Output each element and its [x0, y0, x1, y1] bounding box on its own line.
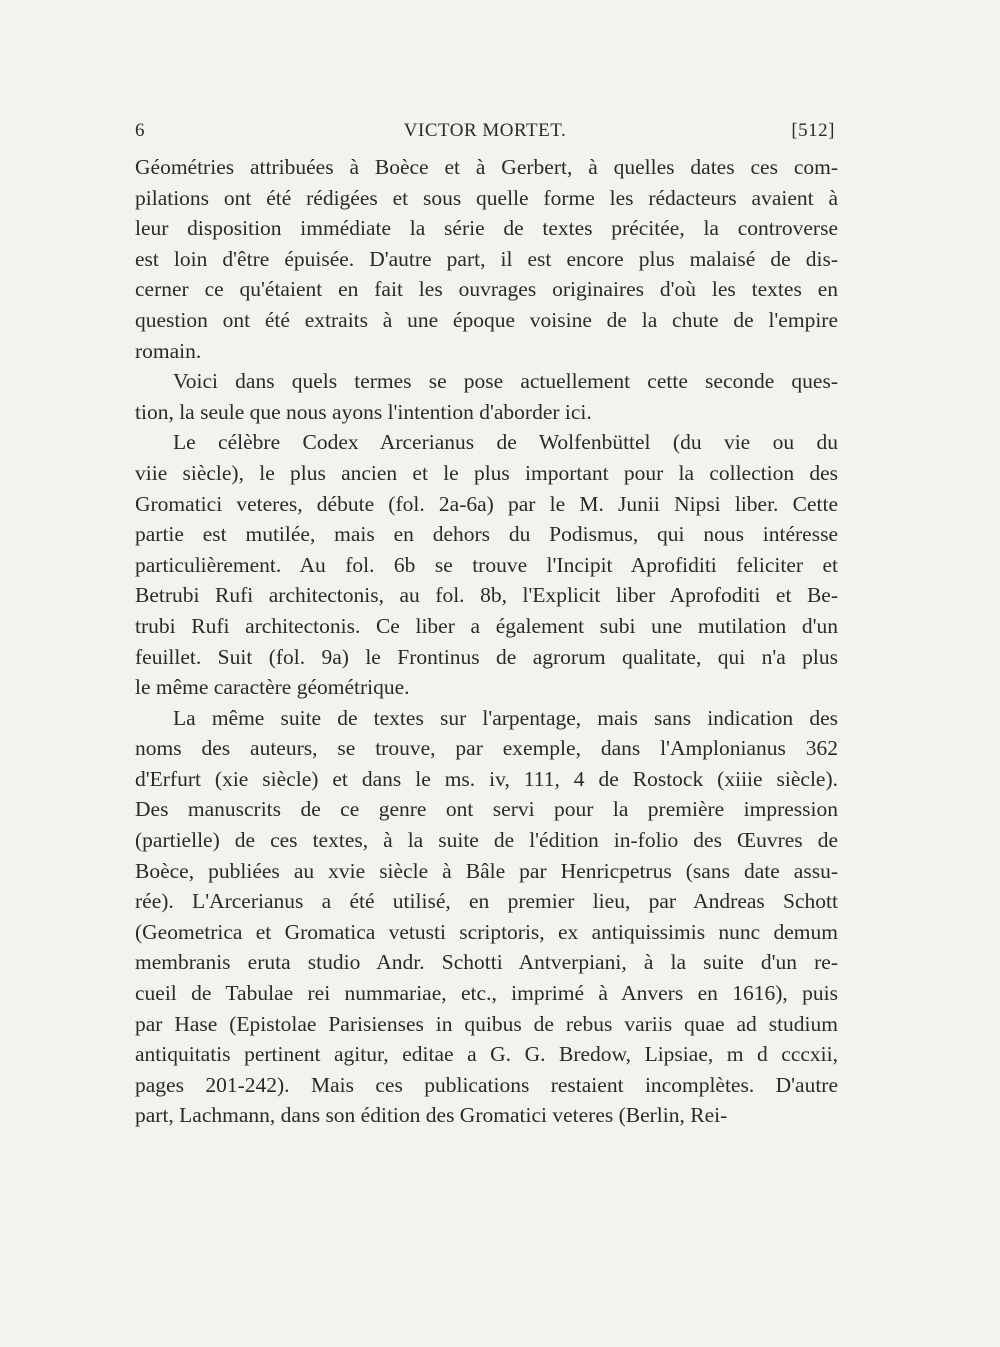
text-line: La même suite de textes sur l'arpentage, mais sans indication des: [173, 705, 838, 730]
text-line: Betrubi Rufi architectonis, au fol. 8b, l'Explicit liber Aprofoditi et Be-: [135, 583, 838, 608]
bracket-page-number: [512]: [791, 120, 835, 141]
text-line: Boèce, publiées au xvie siècle à Bâle par Henricpetrus (sans date assu-: [135, 858, 838, 883]
text-line: Géométries attribuées à Boèce et à Gerbert, à quelles dates ces com-: [135, 155, 838, 179]
text-line: romain.: [135, 338, 202, 363]
page-header: [135, 118, 835, 148]
body-text: [135, 152, 838, 1131]
text-line: partie est mutilée, mais en dehors du Podismus, qui nous intéresse: [135, 522, 838, 547]
text-line: Voici dans quels termes se pose actuellement cette seconde ques-: [173, 369, 838, 394]
running-head: VICTOR MORTET.: [403, 120, 567, 141]
text-line: leur disposition immédiate la série de textes précitée, la controverse: [135, 216, 838, 241]
page-number: 6: [135, 120, 145, 141]
text-line: cerner ce qu'étaient en fait les ouvrages originaires d'où les textes en: [135, 277, 838, 302]
text-line: Le célèbre Codex Arcerianus de Wolfenbüttel (du vie ou du: [173, 430, 838, 455]
text-line: d'Erfurt (xie siècle) et dans le ms. iv, 111, 4 de Rostock (xiiie siècle).: [135, 766, 838, 791]
text-line: par Hase (Epistolae Parisienses in quibus de rebus variis quae ad studium: [135, 1011, 838, 1036]
text-line: Gromatici veteres, débute (fol. 2a-6a) par le M. Junii Nipsi liber. Cette: [135, 491, 838, 516]
text-line: pilations ont été rédigées et sous quelle forme les rédacteurs avaient à: [135, 185, 838, 210]
text-line: noms des auteurs, se trouve, par exemple, dans l'Amplonianus 362: [135, 736, 838, 761]
text-line: pages 201-242). Mais ces publications restaient incomplètes. D'autre: [135, 1072, 838, 1097]
text-line: antiquitatis pertinent agitur, editae a G. G. Bredow, Lipsiae, m d cccxii,: [135, 1042, 838, 1067]
text-line: question ont été extraits à une époque voisine de la chute de l'empire: [135, 307, 838, 332]
text-line: cueil de Tabulae rei nummariae, etc., imprimé à Anvers en 1616), puis: [135, 981, 838, 1006]
text-line: (Geometrica et Gromatica vetusti scriptoris, ex antiquissimis nunc demum: [135, 919, 838, 944]
text-line: est loin d'être épuisée. D'autre part, il est encore plus malaisé de dis-: [135, 246, 838, 271]
text-line: rée). L'Arcerianus a été utilisé, en premier lieu, par Andreas Schott: [135, 889, 838, 914]
text-line: feuillet. Suit (fol. 9a) le Frontinus de agrorum qualitate, qui n'a plus: [135, 644, 838, 669]
text-line: Des manuscrits de ce genre ont servi pour la première impression: [135, 797, 838, 822]
text-line: le même caractère géométrique.: [135, 675, 410, 700]
text-line: part, Lachmann, dans son édition des Gromatici veteres (Berlin, Rei-: [135, 1103, 728, 1128]
text-line: membranis eruta studio Andr. Schotti Antverpiani, à la suite d'un re-: [135, 950, 838, 975]
text-line: (partielle) de ces textes, à la suite de l'édition in-folio des Œuvres de: [135, 828, 838, 853]
text-line: tion, la seule que nous ayons l'intention d'aborder ici.: [135, 399, 592, 424]
text-line: trubi Rufi architectonis. Ce liber a également subi une mutilation d'un: [135, 613, 838, 638]
text-line: viie siècle), le plus ancien et le plus important pour la collection des: [135, 460, 838, 485]
text-line: particulièrement. Au fol. 6b se trouve l'Incipit Aprofiditi feliciter et: [135, 552, 838, 577]
